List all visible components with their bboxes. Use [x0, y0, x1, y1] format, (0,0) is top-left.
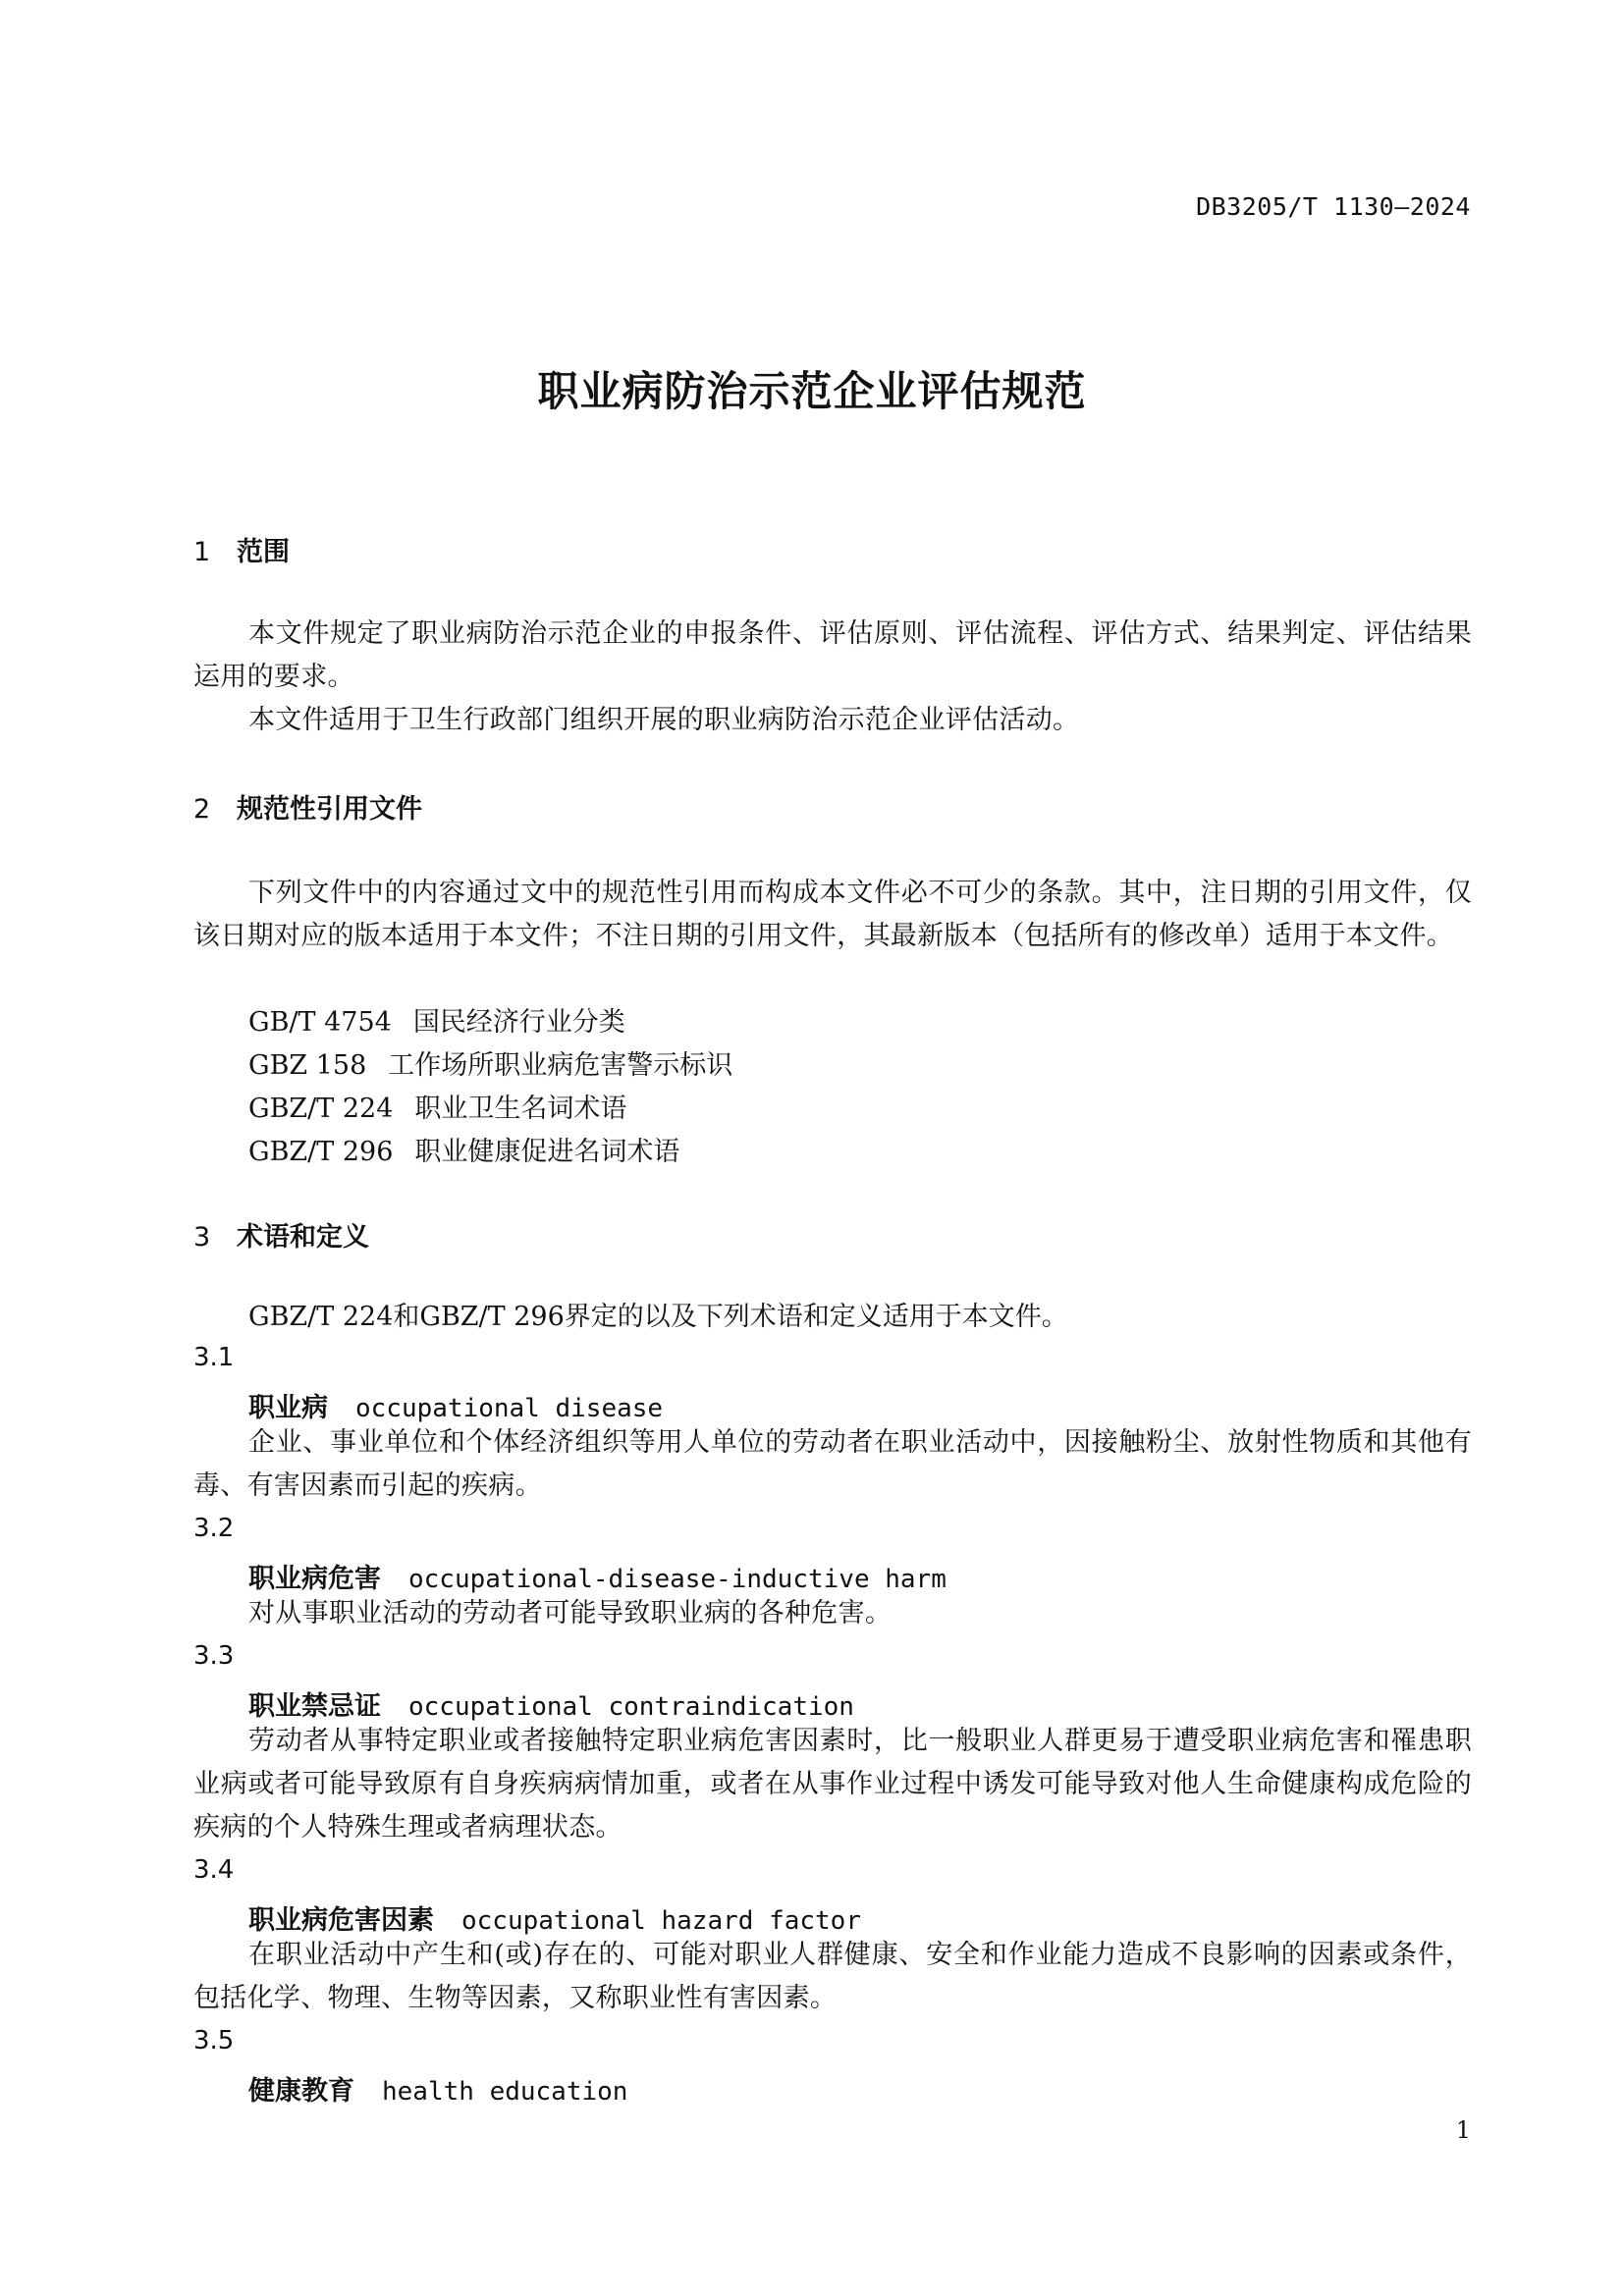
reference-item [193, 1131, 679, 1174]
term-chinese: 职业病危害 [248, 1564, 381, 1594]
section-heading-scope [193, 530, 290, 568]
references-intro: 下列文件中的内容通过文中的规范性引用而构成本文件必不可少的条款。其中，注日期的引用文件，仅该日期对应的版本适用于本文件；不注日期的引用文件，其最新版本（包括所有的修改单）适用于本文件。 [193, 878, 1472, 951]
term-number: 3.2 [193, 1514, 235, 1543]
term-definition: 对从事职业活动的劳动者可能导致职业病的各种危害。 [248, 1598, 893, 1629]
term-number: 3.1 [193, 1343, 235, 1372]
reference-title: 职业卫生名词术语 [414, 1094, 627, 1124]
reference-code: GBZ/T 296 [248, 1137, 394, 1167]
term-entry [193, 2069, 627, 2108]
reference-title: 工作场所职业病危害警示标识 [388, 1050, 733, 1081]
term-english: health education [382, 2077, 628, 2107]
term-chinese: 健康教育 [248, 2076, 354, 2107]
section-title: 术语和定义 [237, 1222, 369, 1253]
reference-code: GBZ/T 224 [248, 1094, 394, 1124]
term-entry [193, 1684, 854, 1723]
term-number: 3.3 [193, 1641, 235, 1671]
section-title: 范围 [237, 537, 290, 567]
document-code: DB3205/T 1130—2024 [1196, 192, 1471, 221]
term-chinese: 职业禁忌证 [248, 1691, 381, 1722]
reference-item [193, 1044, 732, 1088]
section-title: 规范性引用文件 [237, 794, 422, 825]
reference-code: GB/T 4754 [248, 1007, 392, 1038]
reference-item [193, 1088, 626, 1131]
term-entry [193, 1386, 663, 1424]
section-number: 3 [193, 1222, 211, 1253]
term-english: occupational contraindication [408, 1692, 854, 1722]
reference-code: GBZ 158 [248, 1050, 367, 1081]
term-definition: 企业、事业单位和个体经济组织等用人单位的劳动者在职业活动中，因接触粉尘、放射性物质和其他有毒、有害因素而引起的疾病。 [193, 1427, 1472, 1501]
scope-paragraph-1: 本文件规定了职业病防治示范企业的申报条件、评估原则、评估流程、评估方式、结果判定、评估结果运用的要求。 [193, 618, 1472, 692]
document-title: 职业病防治示范企业评估规范 [537, 367, 1087, 415]
term-chinese: 职业病 [248, 1393, 328, 1423]
term-number: 3.4 [193, 1855, 235, 1885]
term-entry [193, 1898, 861, 1937]
reference-item [193, 1001, 625, 1044]
scope-paragraph-2: 本文件适用于卫生行政部门组织开展的职业病防治示范企业评估活动。 [248, 705, 1080, 735]
page-number: 1 [1455, 2116, 1471, 2144]
section-heading-references [193, 787, 422, 826]
section-heading-terms [193, 1215, 369, 1254]
term-english: occupational hazard factor [461, 1906, 861, 1936]
section-number: 1 [193, 537, 211, 567]
term-english: occupational disease [355, 1394, 664, 1423]
reference-title: 职业健康促进名词术语 [414, 1137, 680, 1167]
term-english: occupational-disease-inductive harm [408, 1565, 947, 1594]
terms-intro: GBZ/T 224和GBZ/T 296界定的以及下列术语和定义适用于本文件。 [248, 1302, 1068, 1332]
term-definition: 在职业活动中产生和(或)存在的、可能对职业人群健康、安全和作业能力造成不良影响的因素或条件，包括化学、物理、生物等因素，又称职业性有害因素。 [193, 1940, 1472, 2013]
reference-title: 国民经济行业分类 [412, 1007, 625, 1038]
term-entry [193, 1557, 947, 1595]
section-number: 2 [193, 794, 211, 825]
term-number: 3.5 [193, 2026, 235, 2056]
term-definition: 劳动者从事特定职业或者接触特定职业病危害因素时，比一般职业人群更易于遭受职业病危害和罹患职业病或者可能导致原有自身疾病病情加重，或者在从事作业过程中诱发可能导致对他人生命健康构成危险的疾病的个人特殊生理或者病理状态。 [193, 1726, 1472, 1842]
term-chinese: 职业病危害因素 [248, 1905, 434, 1936]
